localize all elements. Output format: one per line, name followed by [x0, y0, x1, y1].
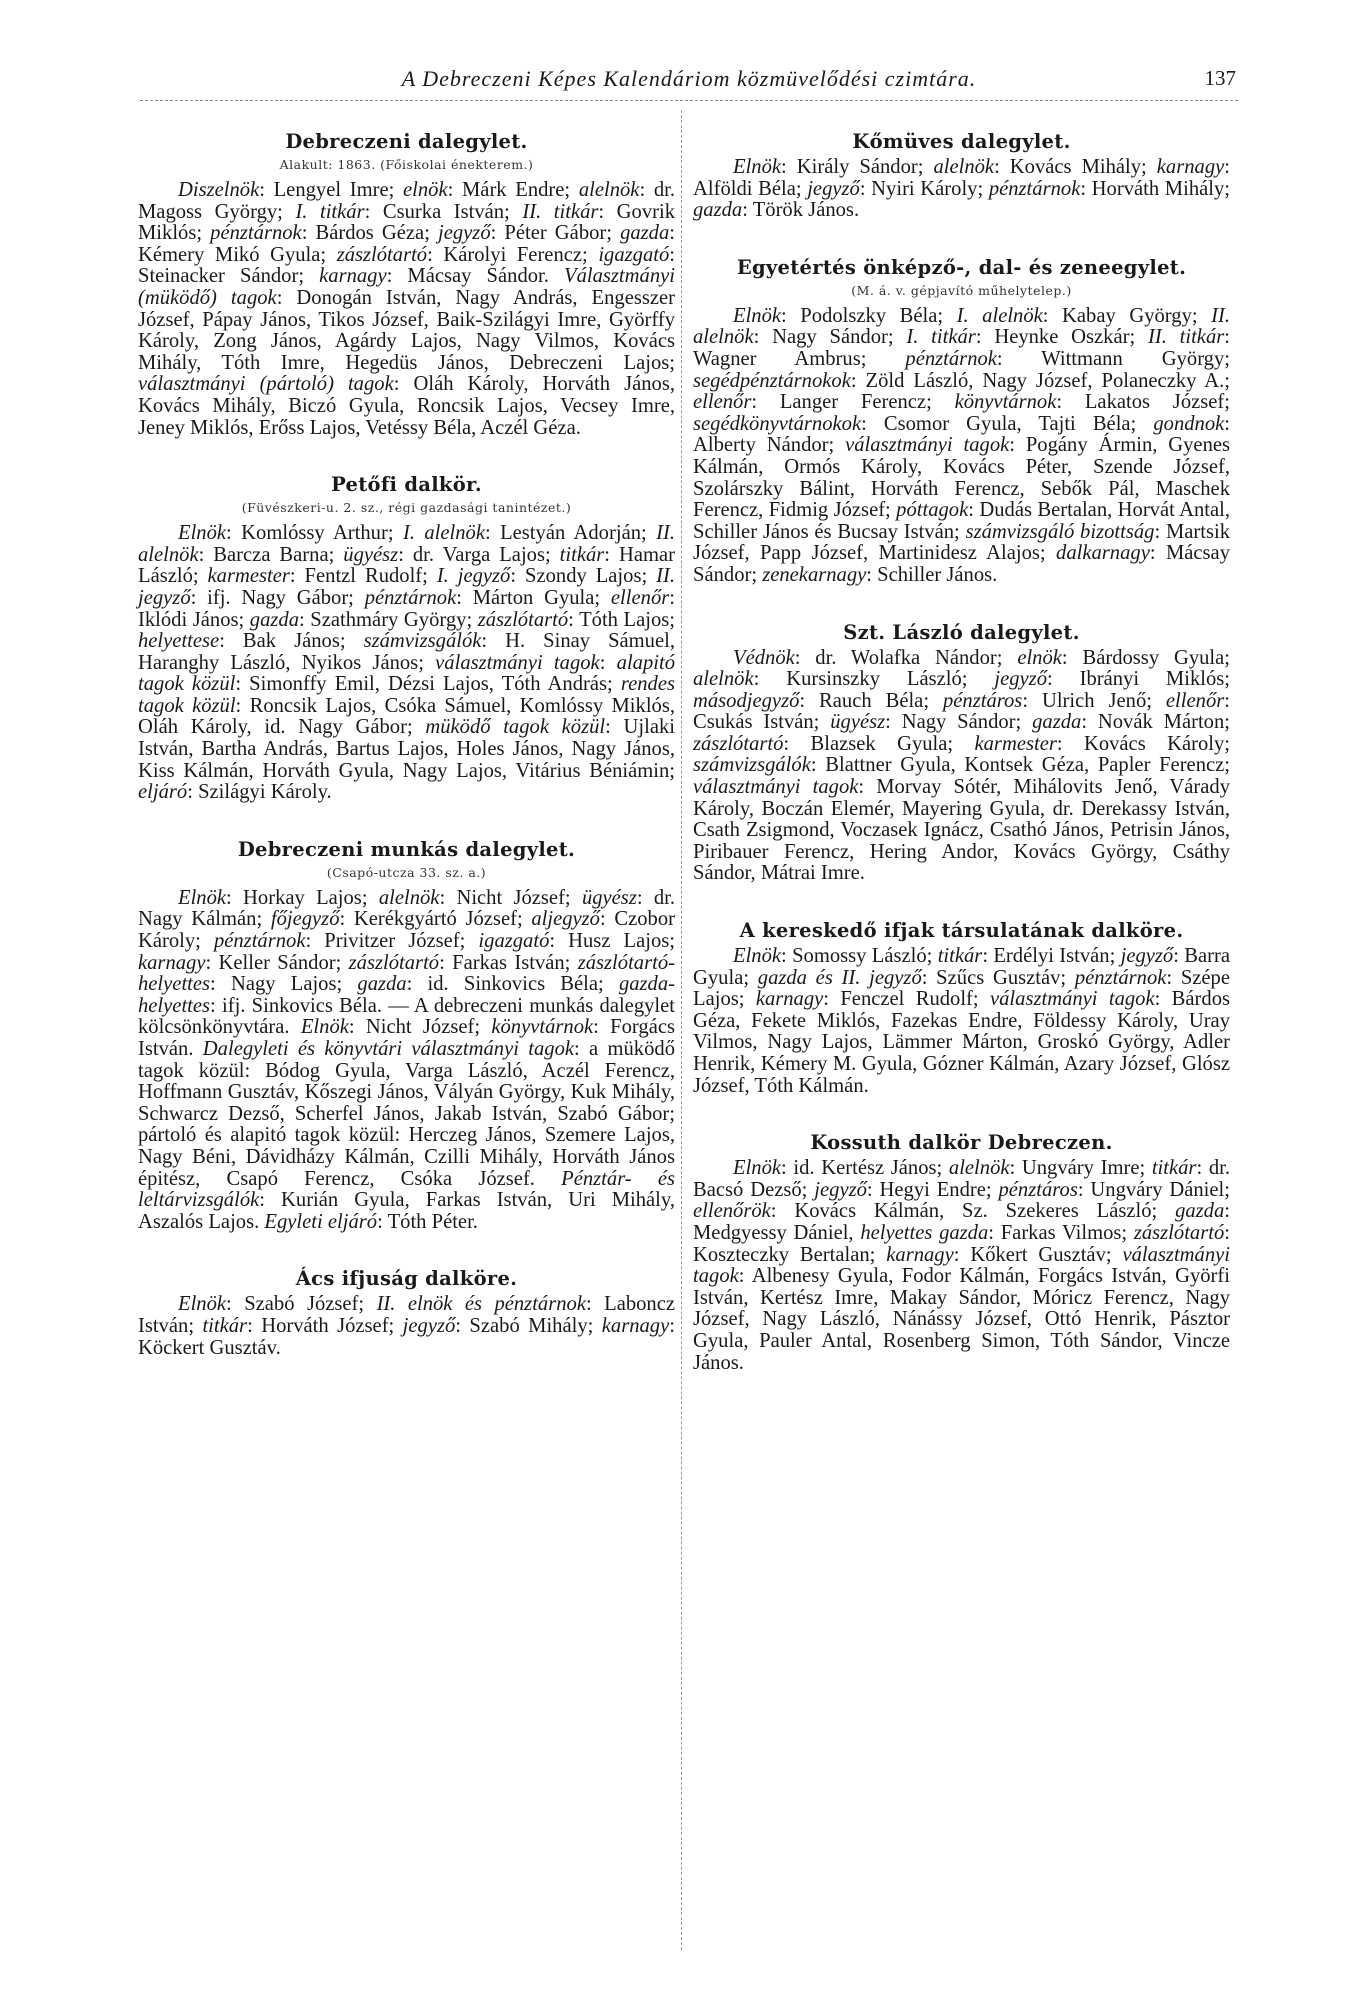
society-entry — [693, 256, 1230, 587]
role-label: segédpénztárnokok — [693, 369, 851, 392]
names-text: : Koszteczky Bertalan; — [693, 1221, 1230, 1266]
names-text: : Rauch Béla; — [799, 689, 943, 712]
names-text: : Török János. — [742, 199, 860, 222]
role-label: II. elnök és pénztárnok — [376, 1293, 586, 1316]
role-label: pénztárnok — [364, 586, 457, 609]
names-text: : Csurka István; — [364, 200, 523, 223]
names-text: : id. Kertész János; — [781, 1157, 949, 1180]
society-subtitle: (Csapó-utcza 33. sz. a.) — [326, 864, 487, 880]
role-label: I. alelnök — [956, 304, 1043, 327]
role-label: helyettese — [138, 630, 220, 653]
names-text: : Szabó Mihály; — [455, 1314, 602, 1337]
names-text: : Csomor Gyula, Tajti Béla; — [861, 412, 1154, 435]
names-text: : Hegyi Endre; — [866, 1178, 999, 1201]
names-text: : Komlóssy Arthur; — [226, 522, 403, 545]
names-text: : Husz Lajos; — [549, 930, 675, 953]
society-subtitle: Alakult: 1863. (Főiskolai énekterem.) — [279, 157, 534, 172]
role-label: pénztárnok — [213, 930, 306, 953]
names-text: : Szűcs Gusztáv; — [921, 966, 1075, 989]
names-text: : Fentzl Rudolf; — [289, 565, 437, 588]
role-label: I. alelnök — [402, 522, 485, 545]
officers-paragraph — [693, 648, 1230, 886]
role-label: Választmányi (müködő) tagok — [138, 265, 675, 309]
role-label: I. titkár — [906, 326, 976, 349]
role-label: számvizsgáló bizottság — [965, 520, 1155, 543]
role-label: Diszelnök — [178, 179, 260, 201]
names-text: : Kovács Kálmán, Sz. Szekeres László; — [770, 1200, 1176, 1223]
names-text: : Schiller János. — [866, 563, 998, 586]
role-label: karnagy — [601, 1314, 670, 1337]
society-entry — [138, 130, 675, 439]
officers-paragraph — [693, 1158, 1230, 1374]
role-label: I. jegyző — [436, 565, 511, 588]
role-label: pénztárnok — [905, 347, 997, 370]
society-title: Kőmüves dalegylet. — [852, 130, 1071, 153]
role-label: választmányi tagok — [989, 988, 1155, 1011]
names-text: : Péter Gábor; — [490, 222, 621, 245]
role-label: könyvtárnok — [491, 1016, 594, 1039]
names-text: : Erdélyi István; — [982, 945, 1121, 968]
names-text: : Govrik Miklós; — [138, 200, 675, 245]
names-text: : Simonffy Emil, Dézsi Lajos, Tóth András; — [235, 673, 621, 696]
running-title: A Debreczeni Képes Kalendáriom közmüvelődési czimtára. — [401, 66, 977, 91]
role-label: Elnök — [300, 1016, 349, 1039]
role-label: választmányi tagok — [435, 651, 600, 674]
names-text: : Ujlaki István, Bartha András, Bartus Lajos, Holes János, Nagy János, Kiss Kálmán, Horváth Gyula, Nagy Lajos, Vitárius Béniámin; — [138, 716, 675, 782]
role-label: Dalegyleti és könyvtári választmányi tagok — [202, 1038, 575, 1060]
role-label: rendes tagok közül — [138, 673, 675, 717]
names-text: : Tóth Lajos; — [568, 608, 675, 631]
names-text: : Langer Ferencz; — [751, 391, 955, 414]
names-text: : Mácsay Sándor. — [386, 265, 564, 288]
left-column — [138, 118, 675, 1393]
names-text: : Kursinszky László; — [753, 668, 995, 691]
society-title: Debreczeni munkás dalegylet. — [237, 837, 576, 861]
running-header — [140, 66, 1238, 102]
role-label: jegyző — [1120, 945, 1174, 968]
names-text: : dr. Bacsó Dezső; — [693, 1157, 1230, 1201]
role-label: igazgató — [478, 930, 550, 953]
names-text: : Nicht József; — [348, 1016, 492, 1039]
names-text: : Medgyessy Dániel, — [693, 1200, 1230, 1244]
society-title: Kossuth dalkör Debreczen. — [810, 1131, 1113, 1155]
role-label: Elnök — [733, 304, 782, 327]
role-label: müködő tagok közül — [425, 716, 606, 739]
names-text: : Nagy Lajos; — [210, 973, 358, 996]
role-label: alelnök — [578, 179, 640, 201]
role-label: igazgató — [598, 243, 670, 266]
names-text: : dr. Nagy Kálmán; — [138, 886, 676, 931]
role-label: alelnök — [378, 886, 440, 909]
role-label: könyvtárnok — [954, 391, 1057, 414]
role-label: Elnök — [733, 1157, 782, 1180]
society-title: Ács ifjuság dalköre. — [295, 1267, 518, 1291]
role-label: helyettes gazda — [860, 1221, 989, 1244]
role-label: ellenőrök — [693, 1200, 771, 1223]
names-text: : Podolszky Béla; — [781, 304, 957, 327]
names-text: : Szabó József; — [226, 1293, 377, 1316]
officers-paragraph — [138, 180, 675, 439]
names-text: : Márk Endre; — [447, 179, 579, 201]
names-text: : Kerékgyártó József; — [339, 908, 532, 931]
role-label: I. titkár — [295, 200, 365, 223]
names-text: : id. Sinkovics Béla; — [406, 973, 619, 996]
role-label: választmányi tagok — [845, 434, 1010, 457]
role-label: ellenőr — [693, 391, 752, 414]
role-label: elnök — [1017, 646, 1062, 669]
role-label: alelnök — [693, 668, 754, 691]
names-text: : Király Sándor; — [781, 156, 934, 178]
names-text: : Martsik József, Papp József, Martinidesz Alajos; — [693, 520, 1231, 565]
names-text: : Privitzer József; — [305, 930, 479, 953]
names-text: : Novák Márton; — [1081, 711, 1230, 734]
role-label: gazda — [357, 973, 407, 996]
names-text: : Donogán István, Nagy András, Engesszer József, Pápay János, Tikos József, Baik-Szilágyi Imre, Györffy Károly, Zong János, Agárdy Lajos, Nagy Vilmos, Kovács Mihály, Tóth Imre, Hegedüs János, Debreczeni Lajos; — [138, 286, 675, 374]
role-label: titkár — [937, 945, 983, 968]
names-text: : Czobor Károly; — [138, 908, 675, 953]
role-label: titkár — [559, 543, 605, 566]
role-label: karnagy — [755, 988, 824, 1011]
role-label: számvizsgálók — [363, 630, 482, 653]
names-text: : Barra Gyula; — [693, 945, 1230, 989]
role-label: pénztáros — [998, 1178, 1078, 1201]
role-label: Elnök — [178, 522, 227, 545]
officers-paragraph — [138, 888, 675, 1234]
role-label: Elnök — [178, 1293, 227, 1316]
role-label: zászlótartó-helyettes — [138, 951, 675, 996]
society-title: Petőfi dalkör. — [331, 473, 482, 497]
names-text: : Farkas István; — [439, 951, 578, 974]
names-text: : Fenczel Rudolf; — [823, 988, 990, 1011]
society-entry — [693, 130, 1230, 222]
role-label: gazda — [620, 222, 670, 245]
names-text: : Farkas Vilmos; — [988, 1221, 1134, 1244]
society-title: A kereskedő ifjak társulatának dalköre. — [739, 919, 1184, 943]
society-subtitle: (M. á. v. gépjavító műhelytelep.) — [851, 282, 1072, 298]
role-label: gazda — [1175, 1200, 1225, 1223]
names-text: : Kőkert Gusztáv; — [953, 1243, 1123, 1266]
names-text: : Barcza Barna; — [198, 543, 344, 566]
role-label: karnagy — [138, 951, 206, 974]
names-text: : Bak János; — [219, 630, 364, 653]
role-label: ellenőr — [610, 586, 670, 609]
role-label: alapitó tagok közül — [138, 651, 676, 696]
officers-paragraph — [138, 523, 675, 804]
role-label: zászlótartó — [336, 243, 428, 266]
officers-paragraph — [138, 1294, 675, 1359]
names-text: : Szondy Lajos; — [510, 565, 657, 588]
role-label: jegyző — [402, 1314, 456, 1337]
role-label: Elnök — [733, 945, 782, 968]
names-text: : Keller Sándor; — [205, 951, 349, 974]
role-label: Védnök — [733, 646, 795, 669]
names-text: : Lestyán Adorján; — [484, 522, 657, 545]
names-text: : Pogány Ármin, Gyenes Kálmán, Ormós Károly, Kovács Péter, Szende József, Szolárszky Bálint, Horváth Ferencz, Sebők Pál, Maschek Ferencz, Fidmig József; — [693, 434, 1231, 522]
role-label: ügyész — [830, 711, 886, 734]
role-label: II. alelnök — [138, 522, 675, 566]
role-label: titkár — [1151, 1157, 1197, 1180]
role-label: segédkönyvtárnokok — [693, 412, 862, 435]
society-title: Egyetértés önképző-, dal- és zeneegylet. — [736, 255, 1187, 279]
role-label: gazda-helyettes — [138, 973, 675, 1017]
names-text: : Márton Gyula; — [456, 586, 611, 609]
names-text: : Kovács Mihály; — [994, 156, 1157, 178]
names-text: : Wittmann György; — [996, 347, 1230, 370]
names-text: : Oláh Károly, Horváth János, Kovács Mihály, Biczó Gyula, Roncsik Lajos, Vecsey Imre, Jeney Miklós, Erőss Lajos, Vetéssy Béla, Aczél Géza. — [138, 373, 675, 439]
society-entry — [138, 838, 675, 1234]
right-column — [693, 118, 1230, 1408]
society-entry — [693, 621, 1230, 886]
role-label: aljegyző — [531, 908, 600, 931]
names-text: : Csukás István; — [693, 689, 1230, 734]
names-text: : Lengyel Imre; — [259, 179, 403, 201]
role-label: titkár — [202, 1314, 248, 1337]
names-text: : Blazsek Gyula; — [783, 732, 975, 755]
role-label: számvizsgálók — [693, 754, 811, 777]
role-label: zászlótartó — [1133, 1221, 1225, 1244]
names-text: : Szathmáry György; — [299, 608, 478, 631]
role-label: választmányi tagok — [693, 776, 859, 799]
names-text: : Kémery Mikó Gyula; — [138, 222, 676, 266]
names-text: : dr. Varga Lajos; — [398, 543, 560, 566]
page-number: 137 — [1204, 66, 1236, 90]
role-label: zászlótartó — [348, 951, 440, 974]
role-label: pénztáros — [942, 689, 1023, 712]
names-text: : — [599, 651, 617, 674]
officers-paragraph — [693, 157, 1230, 222]
role-label: ügyész — [343, 543, 399, 566]
names-text: : Laboncz István; — [138, 1293, 676, 1337]
column-divider — [681, 110, 682, 1950]
role-label: elnök — [403, 179, 448, 201]
society-title: Debreczeni dalegylet. — [285, 130, 528, 153]
society-subtitle: (Füvészkeri-u. 2. sz., régi gazdasági tanintézet.) — [241, 500, 572, 516]
names-text: : a müködő tagok közül: Bódog Gyula, Varga László, Aczél Ferencz, Hoffmann Gusztáv, Kőszegi János, Vályán György, Kuk Mihály, Schwarcz Dezső, Scherfel János, Jakab István, Szabó Gábor; pártoló és alapitó tagok közül: Herczeg János, Szemere Lajos, Nagy Béni, Dávidházy Kálmán, Czilli Mihály, Horváth János épitész, Csapó Ferencz, Csóka József. — [138, 1038, 675, 1190]
society-title: Szt. László dalegylet. — [843, 620, 1080, 644]
names-text: : Bárdossy Gyula; — [1061, 646, 1230, 669]
role-label: jegyző — [994, 668, 1047, 691]
role-label: karnagy — [886, 1243, 954, 1266]
names-text: : Kurián Gyula, Farkas István, Uri Mihály, Aszalós Lajos. — [138, 1189, 675, 1233]
role-label: választmányi tagok — [693, 1243, 1230, 1288]
officers-paragraph — [693, 306, 1230, 587]
role-label: jegyző — [807, 177, 860, 200]
names-text: : Nagy Sándor; — [885, 711, 1033, 734]
society-entry — [138, 1267, 675, 1359]
role-label: dalkarnagy — [1056, 542, 1150, 565]
role-label: gazda — [693, 199, 743, 222]
names-text: : Bárdos Géza; — [301, 222, 438, 245]
names-text: : Heynke Oszkár; — [975, 326, 1148, 349]
role-label: pénztárnok — [1074, 966, 1167, 989]
names-text: : Ulrich Jenő; — [1022, 689, 1166, 712]
names-text: : Ungváry Imre; — [1009, 1157, 1152, 1180]
names-text: : Mácsay Sándor; — [693, 542, 1230, 586]
role-label: ügyész — [581, 886, 637, 909]
names-text: : H. Sinay Sámuel, Haranghy László, Nyikos János; — [138, 630, 675, 674]
role-label: karmester — [207, 565, 290, 588]
role-label: alelnök — [933, 156, 995, 178]
names-text: : Zöld László, Nagy József, Polaneczky A.; — [850, 369, 1230, 392]
role-label: másodjegyző — [693, 689, 800, 712]
names-text: : Horváth Mihály; — [1080, 177, 1230, 200]
role-label: eljáró — [138, 781, 188, 804]
header-rule — [140, 100, 1238, 101]
names-text: : Kovács Károly; — [1056, 732, 1230, 755]
names-text: : Lakatos József; — [1056, 391, 1230, 414]
names-text: : Somossy László; — [781, 945, 938, 968]
role-label: főjegyző — [270, 908, 340, 931]
names-text: : Horkay Lajos; — [226, 886, 379, 909]
role-label: jegyző — [814, 1178, 867, 1201]
role-label: jegyző — [438, 222, 491, 245]
role-label: II. titkár — [522, 200, 599, 223]
names-text: : Alberty Nándor; — [693, 412, 1230, 457]
names-text: : ifj. Sinkovics Béla. — A debreczeni munkás dalegylet kölcsönkönyvtára. — [138, 994, 675, 1039]
names-text: : Ibrányi Miklós; — [1047, 668, 1231, 691]
role-label: zenekarnagy — [762, 563, 867, 586]
role-label: póttagok — [896, 499, 969, 522]
role-label: gazda — [249, 608, 299, 631]
role-label: ellenőr — [1165, 689, 1225, 712]
role-label: gazda és II. jegyző — [757, 966, 922, 989]
role-label: II. jegyző — [138, 565, 675, 609]
names-text: : Nagy Sándor; — [753, 326, 907, 349]
society-entry — [693, 919, 1230, 1097]
role-label: zászlótartó — [477, 608, 569, 631]
names-text: : Nyiri Károly; — [859, 177, 989, 200]
names-text: : Roncsik Lajos, Csóka Sámuel, Komlóssy Miklós, Oláh Károly, id. Nagy Gábor; — [138, 694, 676, 739]
names-text: : Károlyi Ferencz; — [427, 243, 599, 266]
society-entry — [138, 473, 675, 804]
names-text: : Szilágyi Károly. — [187, 781, 332, 804]
names-text: : Köckert Gusztáv. — [138, 1314, 675, 1359]
role-label: gazda — [1032, 711, 1082, 734]
role-label: alelnök — [948, 1157, 1010, 1180]
role-label: Egyleti eljáró — [264, 1210, 378, 1233]
names-text: : Wagner Ambrus; — [693, 326, 1230, 370]
names-text: : Iklódi János; — [138, 586, 675, 631]
names-text: : dr. Magoss György; — [138, 179, 675, 223]
role-label: karnagy — [319, 265, 387, 288]
names-text: : Steinacker Sándor; — [138, 243, 675, 288]
names-text: : Forgács István. — [138, 1016, 675, 1060]
names-text: : Szépe Lajos; — [693, 966, 1230, 1011]
officers-paragraph — [693, 946, 1230, 1097]
role-label: Pénztár- és leltárvizsgálók — [138, 1167, 675, 1212]
role-label: karnagy — [1156, 156, 1225, 178]
role-label: zászlótartó — [693, 732, 784, 755]
role-label: karmester — [974, 732, 1057, 755]
names-text: : Blattner Gyula, Kontsek Géza, Papler Ferencz; — [810, 754, 1230, 777]
names-text: : Tóth Péter. — [377, 1210, 478, 1233]
society-entry — [693, 1131, 1230, 1374]
names-text: : Morvay Sótér, Mihálovits Jenő, Várady Károly, Boczán Elemér, Mayering Gyula, dr. Derekassy István, Csath Zsigmond, Voczasek Ignácz, Csathó János, Petrisin János, Piribauer Ferencz, Hering Andor, Kovács György, Csáthy Sándor, Mátrai Imre. — [693, 776, 1230, 885]
role-label: Elnök — [178, 886, 227, 909]
role-label: gondnok — [1153, 412, 1225, 435]
names-text: : Kabay György; — [1042, 304, 1212, 327]
names-text: : dr. Wolafka Nándor; — [794, 646, 1018, 669]
names-text: : Dudás Bertalan, Horvát Antal, Schiller János és Bucsay István; — [693, 499, 1230, 543]
role-label: II. titkár — [1147, 326, 1225, 349]
names-text: : Hamar László; — [138, 543, 676, 588]
role-label: pénztárnok — [988, 177, 1081, 200]
names-text: : Albenesy Gyula, Fodor Kálmán, Forgács István, Györfi István, Kertész Imre, Makay Sándor, Móricz Ferencz, Nagy József, Nagy László, Nánássy József, Ottó Henrik, Pásztor Gyula, Pauler Antal, Rosenberg Simon, Tóth Sándor, Vincze János. — [693, 1265, 1230, 1374]
names-text: : Nicht József; — [439, 886, 582, 909]
names-text: : Bárdos Géza, Fekete Miklós, Fazekas Endre, Földessy Károly, Uray Vilmos, Nagy Lajos, Lämmer Márton, Groskó György, Adler Henrik, Kémery M. Gyula, Gózner Kálmán, Azary József, Glósz József, Tóth Kálmán. — [693, 988, 1231, 1097]
names-text: : Horváth József; — [247, 1314, 403, 1337]
names-text: : Ungváry Dániel; — [1077, 1178, 1230, 1201]
role-label: II. alelnök — [693, 304, 1230, 349]
role-label: Elnök — [733, 156, 782, 178]
role-label: pénztárnok — [210, 222, 302, 245]
role-label: választmányi (pártoló) tagok — [138, 373, 394, 396]
names-text: : ifj. Nagy Gábor; — [190, 586, 365, 609]
names-text: : Alföldi Béla; — [693, 156, 1230, 200]
